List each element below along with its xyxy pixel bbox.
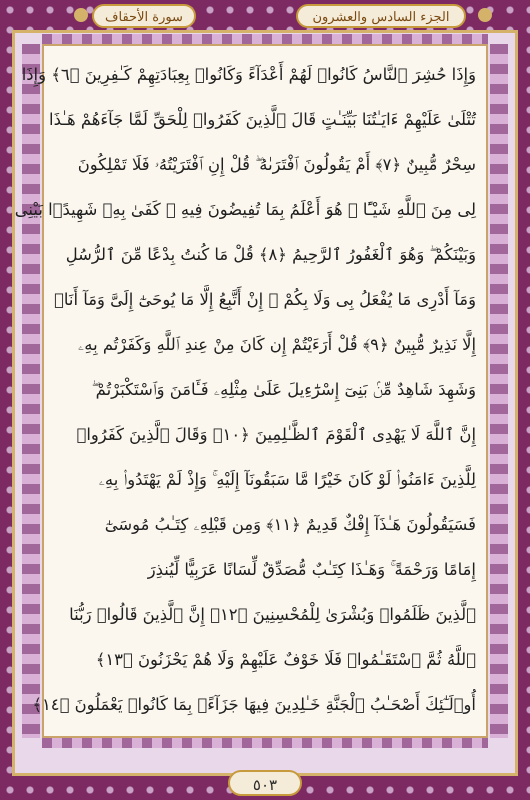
verse-line: وَشَهِدَ شَاهِدٌ مِّنۢ بَنِىٓ إِسْرَٰٓءِيلَ عَلَىٰ مِثْلِهِۦ فَـَٔامَنَ وَٱسْتَكْبَرْتُمْ ۖ bbox=[91, 380, 476, 399]
decorative-border-right bbox=[490, 44, 508, 738]
ornament-dot-icon bbox=[478, 8, 492, 22]
verse-line: سِحْرٌ مُّبِينٌ ﴿٧﴾ أَمْ يَقُولُونَ ٱفْتَرَىٰهُ ۖ قُلْ إِنِ ٱفْتَرَيْتُهُۥ فَلَا تَمْلِكُونَ bbox=[77, 155, 476, 174]
page-number: ٥٠٣ bbox=[228, 770, 302, 796]
juz-name: الجزء السادس والعشرون bbox=[296, 4, 466, 28]
text-page bbox=[14, 44, 488, 738]
verse-line: تُتْلَىٰ عَلَيْهِمْ ءَايَـٰتُنَا بَيِّنَـٰتٍ قَالَ ٱلَّذِينَ كَفَرُوا۟ لِلْحَقِّ لَمَّا جَآءَهُمْ هَـٰذَا bbox=[49, 110, 476, 129]
verse-line: إِلَّا نَذِيرٌ مُّبِينٌ ﴿٩﴾ قُلْ أَرَءَيْتُمْ إِن كَانَ مِنْ عِندِ ٱللَّهِ وَكَفَرْتُم بِهِۦ bbox=[78, 335, 476, 354]
decorative-border-top bbox=[42, 34, 488, 44]
verse-line: وَبَيْنَكُمْ ۖ وَهُوَ ٱلْغَفُورُ ٱلرَّحِيمُ ﴿٨﴾ قُلْ مَا كُنتُ بِدْعًا مِّنَ ٱلرُّسُلِ bbox=[65, 245, 476, 264]
verse-line: لِى مِنَ ٱللَّهِ شَيْـًٔا ۖ هُوَ أَعْلَمُ بِمَا تُفِيضُونَ فِيهِ ۖ كَفَىٰ بِهِۦ شَهِيدًۢا بَيْنِى bbox=[14, 200, 476, 219]
decorative-border-left bbox=[22, 44, 40, 738]
surah-name: سورة الأحقاف bbox=[92, 4, 196, 28]
verse-line: فَسَيَقُولُونَ هَـٰذَآ إِفْكٌ قَدِيمٌ ﴿١١﴾ وَمِن قَبْلِهِۦ كِتَـٰبُ مُوسَىٰٓ bbox=[104, 515, 476, 534]
verse-line: ٱلَّذِينَ ظَلَمُوا۟ وَبُشْرَىٰ لِلْمُحْسِنِينَ ﴿١٢﴾ إِنَّ ٱلَّذِينَ قَالُوا۟ رَبُّنَا bbox=[69, 605, 476, 624]
verse-line: لِلَّذِينَ ءَامَنُوا۟ لَوْ كَانَ خَيْرًا مَّا سَبَقُونَآ إِلَيْهِ ۚ وَإِذْ لَمْ يَهْتَدُوا۟ بِهِۦ bbox=[98, 470, 476, 489]
ornament-dot-icon bbox=[74, 8, 88, 22]
page-header bbox=[0, 0, 530, 30]
verse-line: وَمَآ أَدْرِى مَا يُفْعَلُ بِى وَلَا بِكُمْ ۖ إِنْ أَتَّبِعُ إِلَّا مَا يُوحَىٰٓ إِلَىَّ وَمَآ أَنَا۠ bbox=[54, 290, 476, 309]
verse-line: إِنَّ ٱللَّهَ لَا يَهْدِى ٱلْقَوْمَ ٱلظَّـٰلِمِينَ ﴿١٠﴾ وَقَالَ ٱلَّذِينَ كَفَرُوا۟ bbox=[76, 425, 476, 444]
verse-line: ٱللَّهُ ثُمَّ ٱسْتَقَـٰمُوا۟ فَلَا خَوْفٌ عَلَيْهِمْ وَلَا هُمْ يَحْزَنُونَ ﴿١٣﴾ bbox=[95, 650, 476, 669]
verse-line: وَإِذَا حُشِرَ ٱلنَّاسُ كَانُوا۟ لَهُمْ أَعْدَآءً وَكَانُوا۟ بِعِبَادَتِهِمْ كَـٰفِرِينَ ﴿٦﴾ وَإِذَا bbox=[21, 65, 476, 84]
verse-lines bbox=[14, 54, 476, 728]
decorative-border-bottom bbox=[42, 738, 488, 748]
verse-line: إِمَامًا وَرَحْمَةً ۚ وَهَـٰذَا كِتَـٰبٌ مُّصَدِّقٌ لِّسَانًا عَرَبِيًّا لِّيُنذِرَ bbox=[147, 560, 476, 579]
verse-line: أُو۟لَـٰٓئِكَ أَصْحَـٰبُ ٱلْجَنَّةِ خَـٰلِدِينَ فِيهَا جَزَآءًۢ بِمَا كَانُوا۟ يَعْمَلُونَ ﴿١٤﴾ bbox=[32, 695, 476, 714]
